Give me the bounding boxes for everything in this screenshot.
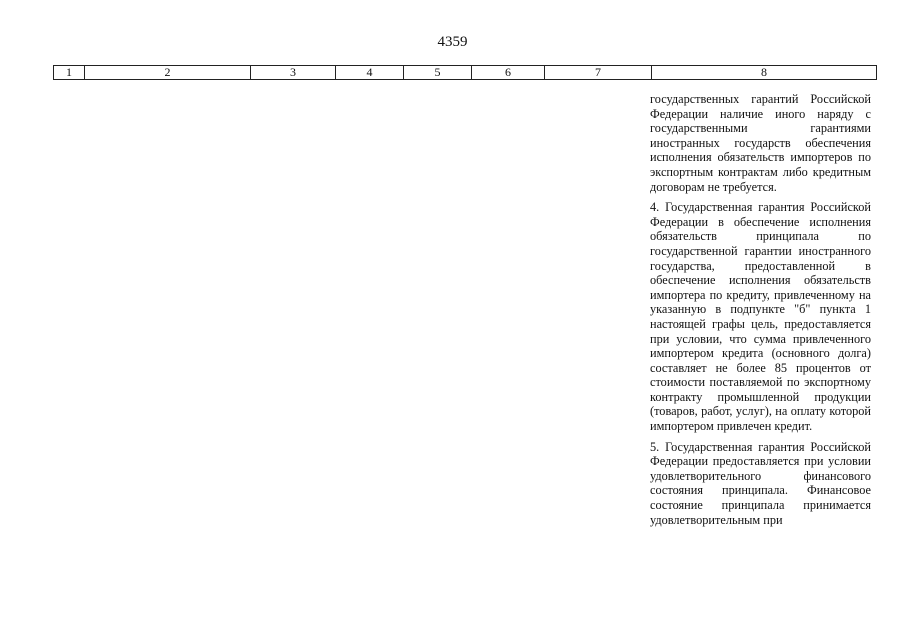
column-header-cell: 6 [472,66,545,80]
column-8-text [650,92,871,533]
column-header-cell: 4 [336,66,404,80]
column-header-row [54,66,877,80]
paragraph-continuation: государственных гарантий Российской Федерации наличие иного наряду с государственными гарантиями иностранных государств обеспечения исполнения обязательств импортеров по экспортным контрактам либо кредитным договорам не требуется. [650,92,871,194]
column-header-cell: 1 [54,66,85,80]
paragraph-item-4: 4. Государственная гарантия Российской Федерации в обеспечение исполнения обязательств принципала по государственной гарантии иностранного государства, предоставленной в обеспечение исполнения обязательств импортера по кредиту, привлеченному на указанную в подпункте "б" пункта 1 настоящей графы цель, предоставляется при условии, что сумма привлеченного импортером кредита (основного долга) составляет не более 85 процентов от стоимости поставляемой по экспортному контракту промышленной продукции (товаров, работ, услуг), на оплату которой импортером привлечен кредит. [650,200,871,434]
column-header-table [53,65,877,80]
column-header-cell: 3 [251,66,336,80]
column-header-cell: 5 [404,66,472,80]
page-number: 4359 [437,34,468,50]
column-header-cell: 8 [652,66,877,80]
column-header-cell: 2 [85,66,251,80]
column-header-cell: 7 [545,66,652,80]
paragraph-item-5: 5. Государственная гарантия Российской Федерации предоставляется при условии удовлетворительного финансового состояния принципала. Финансовое состояние принципала принимается удовлетворительным при [650,439,871,527]
